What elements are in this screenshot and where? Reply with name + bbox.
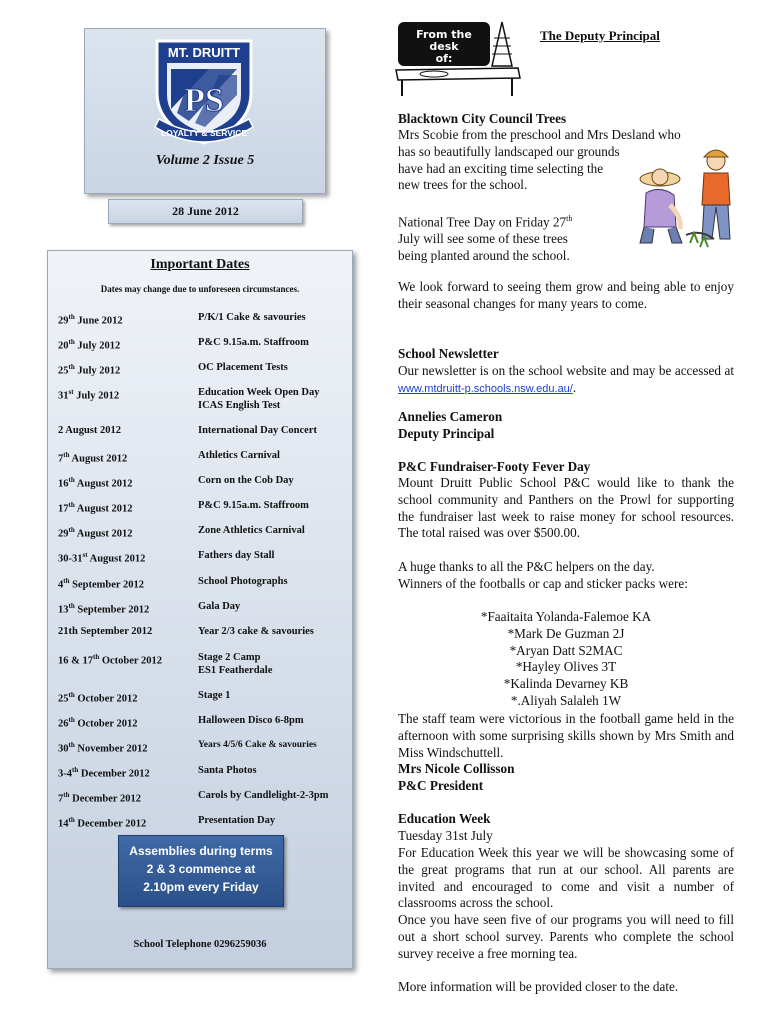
date-day: 29 bbox=[58, 315, 69, 327]
date-suffix: th bbox=[68, 313, 75, 321]
school-crest-logo bbox=[149, 35, 259, 147]
event-cell bbox=[198, 386, 348, 412]
assembly-notice bbox=[118, 835, 284, 907]
date-day: 20 bbox=[58, 340, 69, 352]
winner-name: *Aryan Datt S2MAC bbox=[509, 642, 623, 658]
date-cell bbox=[58, 600, 196, 617]
date-suffix: th bbox=[68, 501, 75, 509]
event-cell bbox=[198, 424, 348, 437]
footy-heading: P&C Fundraiser-Footy Fever Day bbox=[398, 459, 591, 474]
date-month: October 2012 bbox=[74, 693, 138, 705]
footy-winners-list bbox=[398, 609, 734, 710]
date-suffix: th bbox=[93, 653, 100, 661]
date-month: October 2012 bbox=[99, 655, 163, 667]
footy-signoff-role: P&C President bbox=[398, 778, 484, 793]
date-month: September 2012 bbox=[74, 604, 150, 616]
winner-name: *.Aliyah Salaleh 1W bbox=[510, 692, 622, 708]
date-month: September 2012 bbox=[69, 579, 144, 591]
event-cell bbox=[198, 814, 348, 827]
date-month: November 2012 bbox=[74, 743, 148, 755]
newsletter-end: . bbox=[572, 379, 577, 395]
newsletter-heading: School Newsletter bbox=[398, 346, 499, 361]
svg-text:PS: PS bbox=[184, 82, 224, 119]
tree-day-line: being planted around the school. bbox=[398, 247, 570, 263]
newsletter-paragraph bbox=[398, 363, 734, 398]
footy-signoff-name: Mrs Nicole Collisson bbox=[398, 761, 515, 776]
date-day: 3-4 bbox=[58, 768, 72, 780]
trees-line: new trees for the school. bbox=[398, 177, 528, 193]
event-name: Santa Photos bbox=[198, 765, 257, 776]
event-name: International Day Concert bbox=[198, 425, 317, 436]
date-cell bbox=[58, 499, 196, 516]
svg-text:From the: From the bbox=[416, 28, 472, 41]
deputy-signoff-role: Deputy Principal bbox=[398, 426, 495, 441]
deputy-signoff-name: Annelies Cameron bbox=[398, 409, 503, 424]
event-cell bbox=[198, 739, 348, 752]
event-name: Corn on the Cob Day bbox=[198, 475, 294, 486]
event-name-secondary: ES1 Featherdale bbox=[198, 665, 273, 676]
event-name: Athletics Carnival bbox=[198, 450, 280, 461]
date-month: October 2012 bbox=[74, 718, 138, 730]
date-cell bbox=[58, 336, 196, 353]
date-suffix: th bbox=[68, 602, 75, 610]
date-suffix: th bbox=[68, 816, 75, 824]
date-cell bbox=[58, 814, 196, 831]
event-name: Halloween Disco 6-8pm bbox=[198, 715, 304, 726]
edweek-paragraph-2: Once you have seen five of our programs you will need to fill out a short school survey. Parents who complete the school survey receive a free morning tea. bbox=[398, 912, 734, 961]
svg-text:of:: of: bbox=[435, 52, 453, 65]
date-day: 16 bbox=[58, 478, 69, 490]
children-planting-illustration bbox=[630, 143, 742, 255]
winner-name: *Faaitaita Yolanda-Falemoe KA bbox=[480, 609, 652, 624]
date-day: 2 August 2012 bbox=[58, 425, 122, 436]
date-day: 13 bbox=[58, 604, 69, 616]
date-suffix: th bbox=[63, 451, 70, 459]
date-day: 30-31 bbox=[58, 553, 83, 565]
event-cell bbox=[198, 714, 348, 727]
event-name: Fathers day Stall bbox=[198, 550, 275, 561]
tree-day-text: National Tree Day on Friday 27 bbox=[398, 214, 567, 230]
date-suffix: th bbox=[68, 338, 75, 346]
event-name: Presentation Day bbox=[198, 815, 276, 826]
date-suffix: th bbox=[68, 363, 75, 371]
event-name: Zone Athletics Carnival bbox=[198, 525, 305, 536]
date-cell bbox=[58, 361, 196, 378]
date-month: June 2012 bbox=[74, 315, 123, 327]
deputy-principal-title: The Deputy Principal bbox=[540, 28, 660, 43]
date-suffix: th bbox=[72, 766, 79, 774]
date-day: 21th September 2012 bbox=[58, 626, 153, 637]
date-day: 4 bbox=[58, 579, 64, 591]
date-day: 25 bbox=[58, 365, 69, 377]
event-name: P/K/1 Cake & savouries bbox=[198, 312, 306, 323]
event-cell bbox=[198, 575, 348, 588]
date-suffix: st bbox=[82, 551, 88, 559]
event-cell bbox=[198, 474, 348, 487]
event-name: Years 4/5/6 Cake & savouries bbox=[198, 740, 317, 750]
event-cell bbox=[198, 499, 348, 512]
date-suffix: th bbox=[68, 526, 75, 534]
date-day: 7 bbox=[58, 793, 64, 805]
date-month: August 2012 bbox=[74, 528, 133, 540]
footy-paragraph: Mount Druitt Public School P&C would like to thank the school community and Panthers on the Prowl for supporting the fundraiser last week to raise money for school resources. The total raised was over $500.00. bbox=[398, 475, 734, 541]
school-website-link[interactable]: www.mtdruitt-p.schools.nsw.edu.au/ bbox=[398, 382, 573, 395]
winner-name: *Kalinda Devarney KB bbox=[503, 676, 629, 692]
event-cell bbox=[198, 336, 348, 349]
date-cell bbox=[58, 689, 196, 706]
date-month: July 2012 bbox=[74, 365, 121, 377]
date-day: 14 bbox=[58, 818, 69, 830]
event-name: Year 2/3 cake & savouries bbox=[198, 626, 314, 637]
assembly-line: Assemblies during terms bbox=[129, 844, 273, 858]
look-forward-paragraph: We look forward to seeing them grow and being able to enjoy their seasonal changes for many years to come. bbox=[398, 279, 734, 311]
event-name: Stage 1 bbox=[198, 690, 231, 701]
date-cell bbox=[58, 789, 196, 806]
event-name: OC Placement Tests bbox=[198, 362, 288, 373]
date-cell bbox=[58, 549, 196, 566]
date-cell bbox=[58, 311, 196, 328]
event-cell bbox=[198, 449, 348, 462]
event-cell bbox=[198, 764, 348, 777]
date-day: 25 bbox=[58, 693, 69, 705]
important-dates-title: Important Dates bbox=[150, 257, 250, 272]
date-cell bbox=[58, 424, 196, 437]
event-name: School Photographs bbox=[198, 576, 288, 587]
date-day: 7 bbox=[58, 453, 64, 465]
event-cell bbox=[198, 361, 348, 374]
date-suffix: th bbox=[68, 691, 75, 699]
svg-text:desk: desk bbox=[429, 40, 459, 53]
date-day: 30 bbox=[58, 743, 69, 755]
date-day: 31 bbox=[58, 390, 69, 402]
date-month: December 2012 bbox=[69, 793, 142, 805]
date-suffix: st bbox=[68, 388, 74, 396]
tree-day-line: July will see some of these trees bbox=[398, 231, 568, 247]
edweek-date: Tuesday 31st July bbox=[398, 828, 493, 843]
event-cell bbox=[198, 311, 348, 324]
trees-line: Mrs Scobie from the preschool and Mrs Desland who bbox=[398, 127, 681, 142]
event-cell bbox=[198, 651, 348, 677]
important-dates-panel bbox=[47, 250, 353, 969]
event-cell bbox=[198, 789, 348, 802]
event-name: Gala Day bbox=[198, 601, 241, 612]
winner-name: *Mark De Guzman 2J bbox=[507, 625, 625, 641]
event-cell bbox=[198, 689, 348, 702]
date-month: December 2012 bbox=[78, 768, 150, 780]
event-cell bbox=[198, 625, 348, 638]
trees-heading: Blacktown City Council Trees bbox=[398, 111, 567, 126]
edweek-paragraph-1: For Education Week this year we will be showcasing some of the great programs that run at our school. All parents are invited and encouraged to come and visit a number of classrooms across the school. bbox=[398, 845, 734, 911]
trees-line: have had an exciting time selecting the bbox=[398, 160, 604, 176]
date-month: July 2012 bbox=[74, 340, 121, 352]
footy-staff-paragraph: The staff team were victorious in the football game held in the afternoon with some surprising skills shown by Mrs Smith and Miss Windschuttell. bbox=[398, 711, 734, 760]
winner-name: *Hayley Olives 3T bbox=[515, 659, 617, 675]
masthead-box bbox=[84, 28, 326, 194]
date-suffix: th bbox=[68, 716, 75, 724]
edweek-paragraph-3: More information will be provided closer to the date. bbox=[398, 979, 679, 994]
date-month: August 2012 bbox=[74, 503, 133, 515]
event-cell bbox=[198, 600, 348, 613]
assembly-line: 2 & 3 commence at bbox=[146, 862, 256, 876]
event-cell bbox=[198, 549, 348, 562]
event-name: Carols by Candlelight-2-3pm bbox=[198, 790, 329, 801]
from-the-desk-of-graphic bbox=[394, 18, 524, 98]
event-name: Education Week Open Day bbox=[198, 387, 320, 398]
date-cell bbox=[58, 474, 196, 491]
tree-day-sup: th bbox=[566, 214, 573, 223]
tree-day-paragraph bbox=[398, 211, 623, 265]
date-cell bbox=[58, 386, 196, 403]
event-cell bbox=[198, 524, 348, 537]
date-day: 26 bbox=[58, 718, 69, 730]
date-day: 29 bbox=[58, 528, 69, 540]
footy-winners-intro: Winners of the footballs or cap and sticker packs were: bbox=[398, 576, 688, 591]
event-name-secondary: ICAS English Test bbox=[198, 400, 281, 411]
date-cell bbox=[58, 575, 196, 592]
school-telephone: School Telephone 0296259036 bbox=[133, 939, 267, 950]
date-day: 17 bbox=[58, 503, 69, 515]
date-month: July 2012 bbox=[73, 390, 120, 402]
date-day: 16 & 17 bbox=[58, 655, 93, 667]
date-month: December 2012 bbox=[74, 818, 147, 830]
event-name: Stage 2 Camp bbox=[198, 652, 261, 663]
trees-line: has so beautifully landscaped our grounds bbox=[398, 143, 620, 159]
date-month: August 2012 bbox=[69, 453, 128, 465]
date-suffix: th bbox=[68, 476, 75, 484]
date-cell bbox=[58, 625, 196, 638]
date-suffix: th bbox=[63, 577, 70, 585]
svg-text:LOYALTY & SERVICE: LOYALTY & SERVICE bbox=[160, 128, 248, 138]
newsletter-text: Our newsletter is on the school website and may be accessed at bbox=[398, 363, 734, 378]
svg-text:MT. DRUITT: MT. DRUITT bbox=[167, 45, 241, 60]
assembly-line: 2.10pm every Friday bbox=[143, 880, 259, 894]
date-month: August 2012 bbox=[87, 553, 146, 565]
edweek-heading: Education Week bbox=[398, 811, 491, 826]
issue-date: 28 June 2012 bbox=[108, 199, 303, 224]
important-dates-note: Dates may change due to unforeseen circumstances. bbox=[100, 284, 300, 294]
footy-thanks: A huge thanks to all the P&C helpers on the day. bbox=[398, 559, 655, 574]
date-suffix: th bbox=[68, 741, 75, 749]
date-suffix: th bbox=[63, 791, 70, 799]
date-cell bbox=[58, 651, 196, 668]
date-cell bbox=[58, 449, 196, 466]
date-cell bbox=[58, 714, 196, 731]
date-cell bbox=[58, 739, 196, 756]
event-name: P&C 9.15a.m. Staffroom bbox=[198, 337, 309, 348]
date-cell bbox=[58, 764, 196, 781]
date-month: August 2012 bbox=[74, 478, 133, 490]
volume-issue: Volume 2 Issue 5 bbox=[155, 153, 255, 168]
date-cell bbox=[58, 524, 196, 541]
event-name: P&C 9.15a.m. Staffroom bbox=[198, 500, 309, 511]
